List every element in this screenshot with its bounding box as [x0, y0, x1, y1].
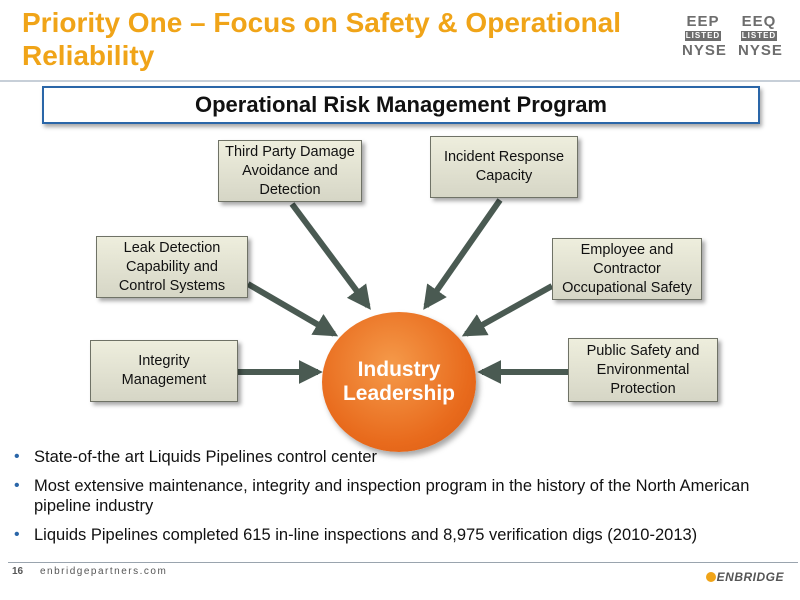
- bullet-dot-icon: •: [14, 448, 20, 465]
- node-employee-safety: [552, 238, 702, 300]
- bullet-text: Liquids Pipelines completed 615 in-line inspections and 8,975 verification digs (2010-2013): [34, 526, 698, 544]
- node-public-safety: [568, 338, 718, 402]
- arrow-leak: [248, 284, 334, 334]
- website-link[interactable]: enbridgepartners.com: [40, 566, 168, 577]
- bullet-dot-icon: •: [14, 526, 20, 543]
- arrow-third-party: [292, 204, 368, 306]
- page-number: 16: [12, 566, 24, 577]
- node-label: Integrity Management: [121, 353, 207, 388]
- node-incident-response: [430, 136, 578, 198]
- program-title: Operational Risk Management Program: [195, 92, 607, 117]
- node-label: Leak Detection Capability and Control Systems: [118, 239, 226, 294]
- logo-ticker: EEQ: [741, 13, 777, 30]
- node-third-party-damage: [218, 140, 362, 202]
- bullet-item: [14, 447, 794, 467]
- node-label: Public Safety and Environmental Protection: [586, 342, 700, 397]
- bullet-list: [14, 447, 794, 554]
- node-integrity-management: [90, 340, 238, 402]
- bullet-text: State-of-the art Liquids Pipelines control center: [34, 448, 378, 466]
- slide-title: Priority One – Focus on Safety & Operational Reliability: [22, 7, 622, 71]
- enbridge-logo: [706, 570, 784, 584]
- node-label: Third Party Damage Avoidance and Detection: [225, 143, 355, 198]
- center-label: Industry Leadership: [342, 358, 456, 405]
- bullet-item: [14, 476, 794, 516]
- logo-listed: LISTED: [741, 31, 777, 40]
- arrow-employee: [466, 286, 552, 334]
- brand-name: ENBRIDGE: [716, 570, 784, 584]
- node-label: Incident Response Capacity: [443, 149, 565, 184]
- footer-divider: [8, 562, 798, 563]
- logo-ticker: EEP: [686, 13, 720, 30]
- node-leak-detection: [96, 236, 248, 298]
- arrow-incident: [426, 200, 500, 306]
- bullet-item: [14, 525, 794, 545]
- logo-exchange: NYSE: [738, 42, 783, 59]
- bullet-dot-icon: •: [14, 477, 20, 494]
- node-label: Employee and Contractor Occupational Safety: [562, 241, 692, 296]
- industry-leadership-circle: [322, 312, 476, 452]
- logo-listed: LISTED: [685, 31, 721, 40]
- logo-exchange: NYSE: [682, 42, 727, 59]
- enbridge-mark-icon: [706, 572, 716, 582]
- bullet-text: Most extensive maintenance, integrity and inspection program in the history of the North American pipeline industry: [34, 477, 750, 515]
